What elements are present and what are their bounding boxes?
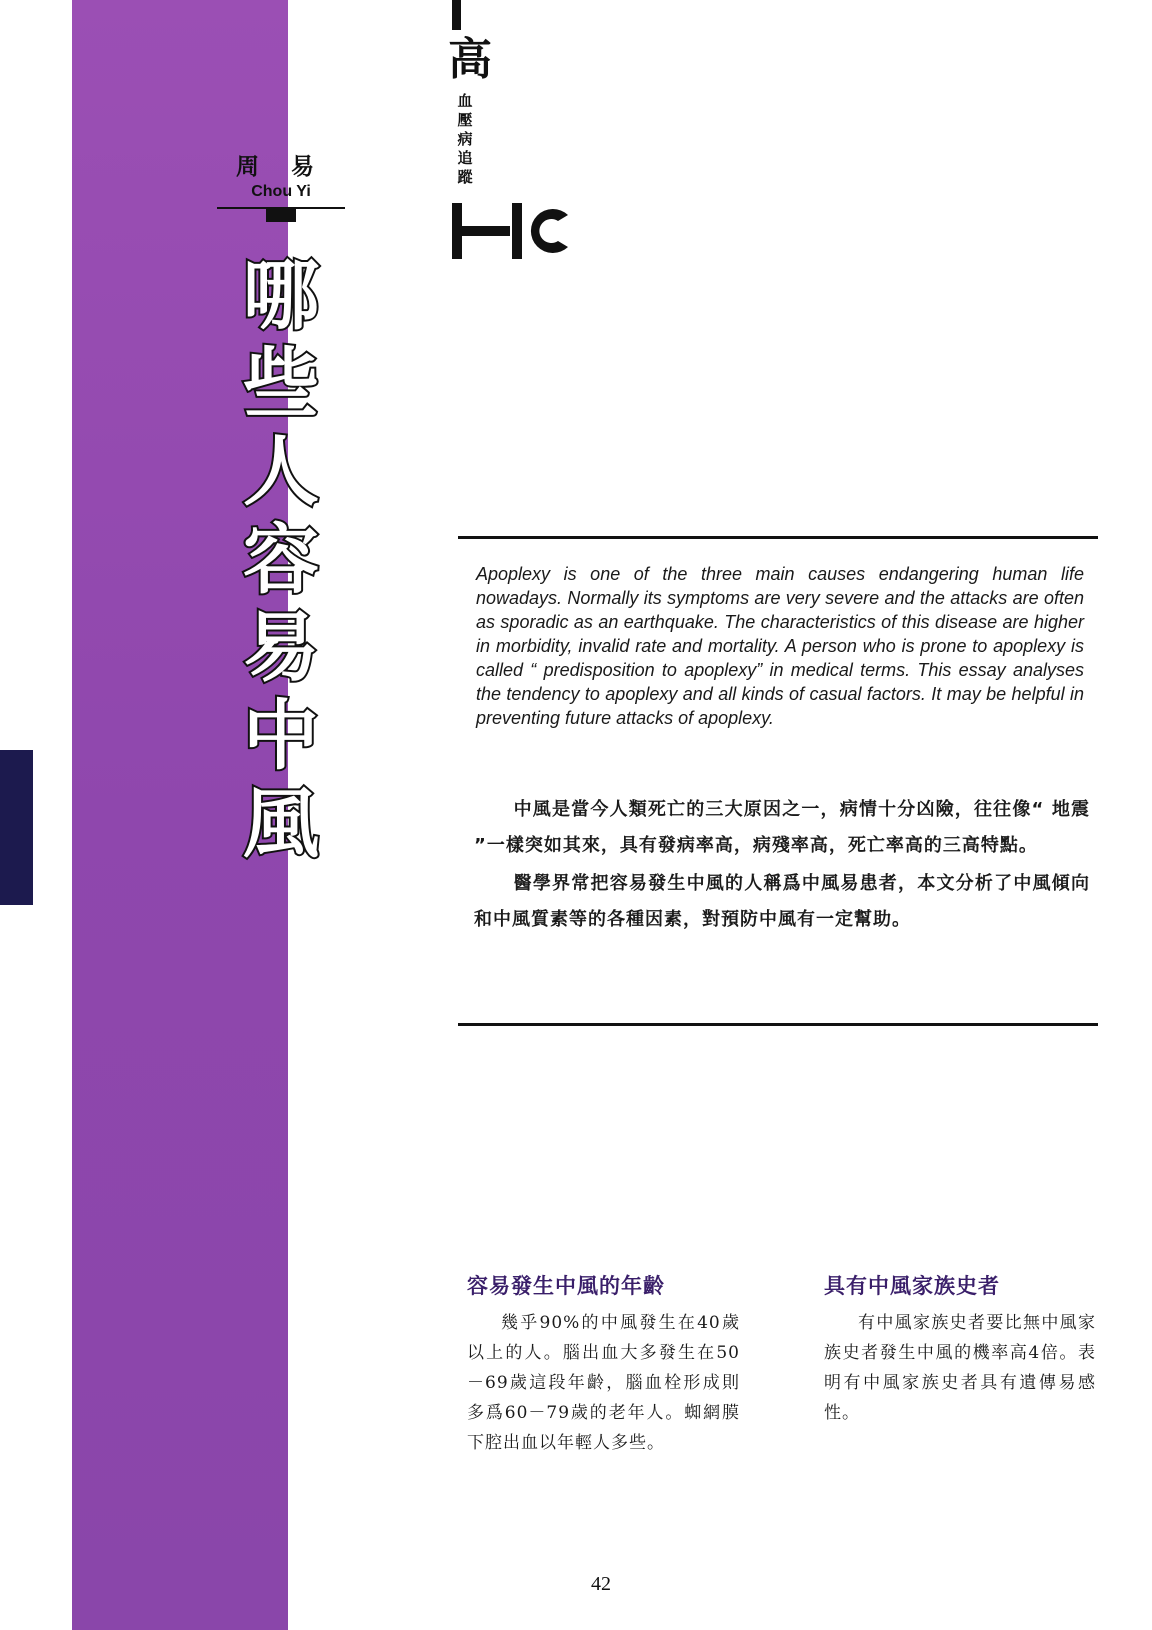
headline-char: 風: [243, 779, 319, 868]
series-subtitle: [455, 92, 475, 187]
headline-char: 易: [243, 603, 319, 692]
headline-char: 容: [243, 515, 319, 604]
section-body-family-history: [824, 1308, 1096, 1428]
section-body-text: 幾乎90%的中風發生在40歲以上的人。腦出血大多發生在50－69歲這段年齡，腦血栓形成則多爲60－79歲的老年人。蜘網膜下腔出血以年輕人多些。: [467, 1313, 740, 1453]
author-name-chinese: 周 易: [235, 154, 326, 180]
series-subtitle-char: 蹤: [457, 168, 473, 186]
abstract-top-rule: [458, 536, 1098, 539]
series-top-bar: [452, 0, 461, 30]
series-subtitle-char: 追: [457, 149, 473, 167]
series-subtitle-char: 壓: [457, 111, 473, 129]
summary-bottom-rule: [458, 1023, 1098, 1026]
section-body-text: 有中風家族史者要比無中風家族史者發生中風的機率高4倍。表明有中風家族史者具有遺傳易感性。: [824, 1313, 1096, 1423]
author-name-english: Chou Yi: [251, 183, 311, 200]
headline-char: 哪: [243, 251, 319, 340]
author-byline: [218, 148, 344, 201]
chinese-summary: [474, 792, 1090, 940]
headline-char: 人: [243, 427, 319, 516]
author-rule-block: [266, 209, 296, 222]
section-body-age: [467, 1308, 740, 1458]
english-abstract: Apoplexy is one of the three main causes endangering human life nowadays. Normally its symptoms are very severe and the attacks are often as sporadic as an earthquake. The characteristics of this disease are higher in morbidity, invalid rate and mortality. A person who is prone to apoplexy is called “ predisposition to apoplexy” in medical terms. This essay analyses the tendency to apoplexy and all kinds of casual factors. It may be helpful in preventing future attacks of apoplexy.: [476, 564, 1084, 728]
edge-tab-marker: [0, 750, 33, 905]
headline-char: 些: [243, 339, 319, 428]
series-subtitle-char: 病: [457, 130, 473, 148]
hc-logo: [452, 203, 572, 259]
summary-paragraph: 中風是當今人類死亡的三大原因之一，病情十分凶險，往往像“ 地震 ”一樣突如其來，具有發病率高，病殘率高，死亡率高的三高特點。: [474, 799, 1090, 856]
section-title-age: 容易發生中風的年齡: [467, 1274, 665, 1298]
headline-char: 中: [243, 691, 319, 780]
summary-paragraph: 醫學界常把容易發生中風的人稱爲中風易患者，本文分析了中風傾向和中風質素等的各種因素，對預防中風有一定幫助。: [474, 873, 1090, 930]
section-title-family-history: 具有中風家族史者: [824, 1274, 1000, 1298]
article-headline: [236, 252, 326, 868]
series-subtitle-char: 血: [457, 92, 473, 110]
page-number: 42: [591, 1573, 611, 1595]
series-title-char: 高: [448, 34, 492, 85]
